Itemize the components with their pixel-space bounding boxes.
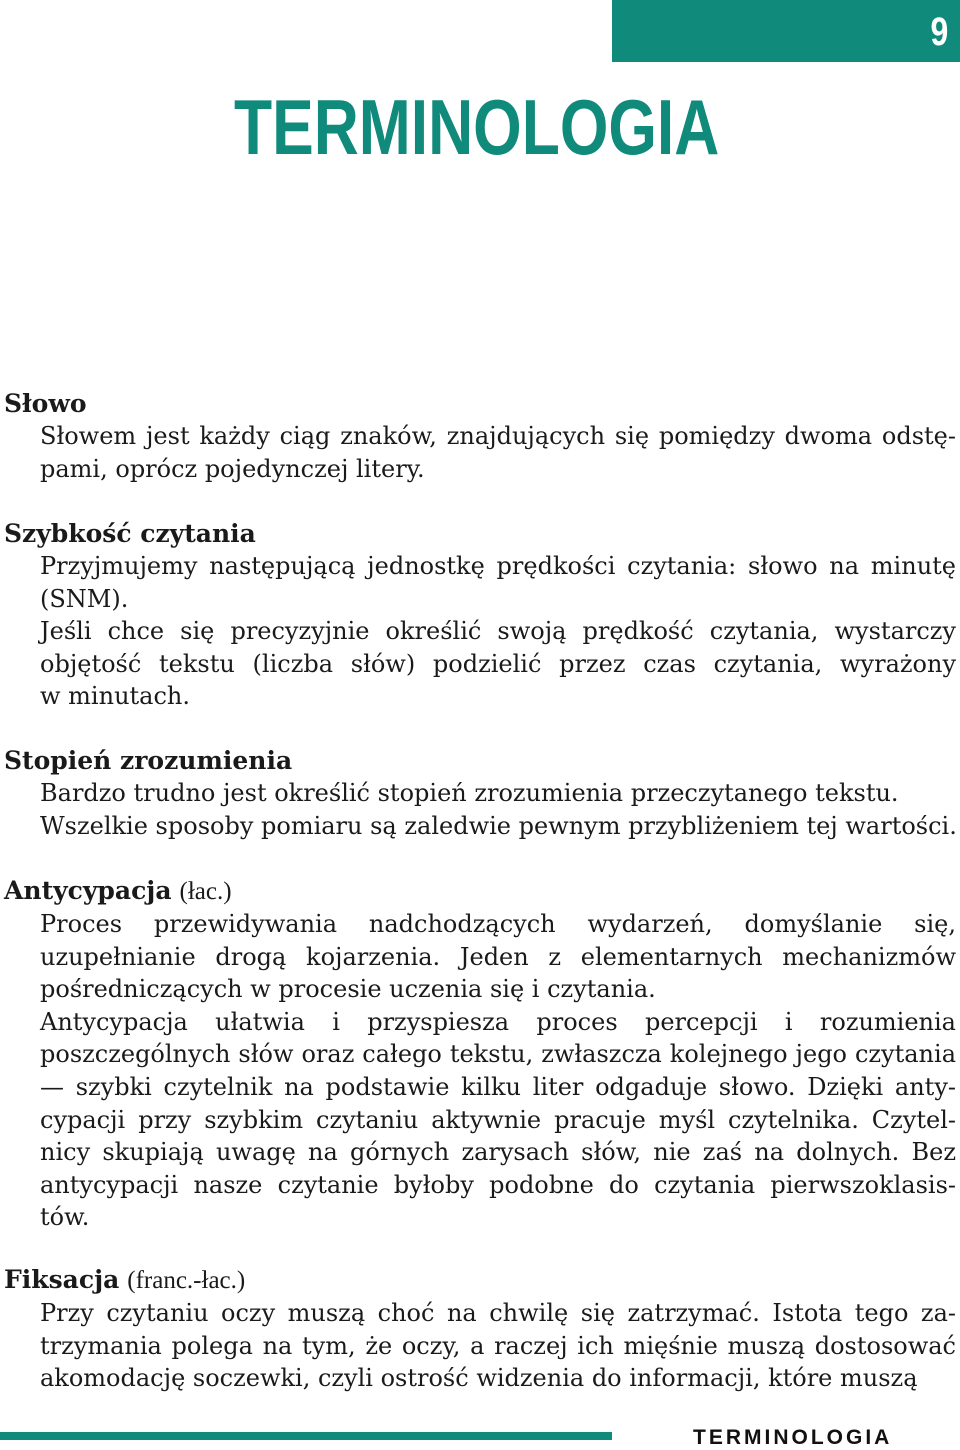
entry-definition [4,908,956,1234]
entry-origin: (łac.) [179,878,232,905]
page-number: 9 [930,10,948,54]
definition-line: Przyjmujemy następującą jednostkę prędkości czytania: słowo na minutę [40,552,956,580]
entry-term: Szybkość czytania [4,519,256,548]
definition-line: tów. [40,1203,90,1232]
footer-rule [0,1432,612,1440]
entry-term: Stopień zrozumienia [4,746,293,775]
entry-origin: (franc.-łac.) [127,1267,246,1294]
chapter-title: TERMINOLOGIA [234,83,720,171]
entry-heading [4,388,956,420]
definition-line: Bardzo trudno jest określić stopień zrozumienia przeczytanego tekstu. [40,779,899,807]
footer-chapter-label: TERMINOLOGIA [693,1426,893,1449]
definition-line: antycypacji nasze czytanie byłoby podobne do czytania pierwszoklasis- [40,1170,956,1199]
page-number-tab [612,0,960,62]
definition-line: nicy skupiają uwagę na górnych zarysach słów, nie zaś na dolnych. Bez [40,1138,956,1167]
entry-definition [4,420,956,485]
definition-line: akomodację soczewki, czyli ostrość widzenia do informacji, które muszą [40,1364,918,1393]
definition-line: w minutach. [40,682,190,711]
entry-term: Antycypacja [4,876,172,905]
entry-heading [4,518,956,550]
definition-line: Wszelkie sposoby pomiaru są zaledwie pewnym przybliżeniem tej wartości. [40,811,957,840]
glossary-entry [4,875,956,1234]
definition-line: pami, oprócz pojedynczej litery. [40,454,425,483]
definition-line: pośredniczących w procesie uczenia się i czytania. [40,975,656,1004]
glossary-entry [4,518,956,713]
glossary-entry [4,1264,956,1395]
definition-line: uzupełnianie drogą kojarzenia. Jeden z elementarnych mechanizmów [40,942,956,971]
definition-line: poszczególnych słów oraz całego tekstu, zwłaszcza kolejnego jego czytania [40,1040,956,1069]
entry-heading [4,745,956,777]
definition-line: Przy czytaniu oczy muszą choć na chwilę się zatrzymać. Istota tego za- [40,1299,956,1327]
definition-line: Antycypacja ułatwia i przyspiesza proces percepcji i rozumienia [40,1007,956,1036]
entry-term: Fiksacja [4,1265,120,1294]
entry-term: Słowo [4,389,87,418]
definition-line: cypacji przy szybkim czytaniu aktywnie pracuje myśl czytelnika. Czytel- [40,1105,956,1134]
definition-line: (SNM). [40,584,129,613]
glossary-entry [4,388,956,485]
glossary-entry [4,745,956,842]
entry-definition [4,550,956,713]
definition-line: Jeśli chce się precyzyjnie określić swoją prędkość czytania, wystarczy [40,617,956,646]
definition-line: — szybki czytelnik na podstawie kilku liter odgaduje słowo. Dzięki anty- [40,1072,956,1101]
entry-definition [4,1297,956,1395]
definition-line: Proces przewidywania nadchodzących wydarzeń, domyślanie się, [40,910,956,938]
entry-heading [4,875,956,908]
entry-definition [4,777,956,842]
definition-line: Słowem jest każdy ciąg znaków, znajdujących się pomiędzy dwoma odstę- [40,422,956,450]
definition-line: trzymania polega na tym, że oczy, a raczej ich mięśnie muszą dostosować [40,1331,956,1360]
entry-heading [4,1264,956,1297]
definition-line: objętość tekstu (liczba słów) podzielić przez czas czytania, wyrażony [40,649,956,678]
